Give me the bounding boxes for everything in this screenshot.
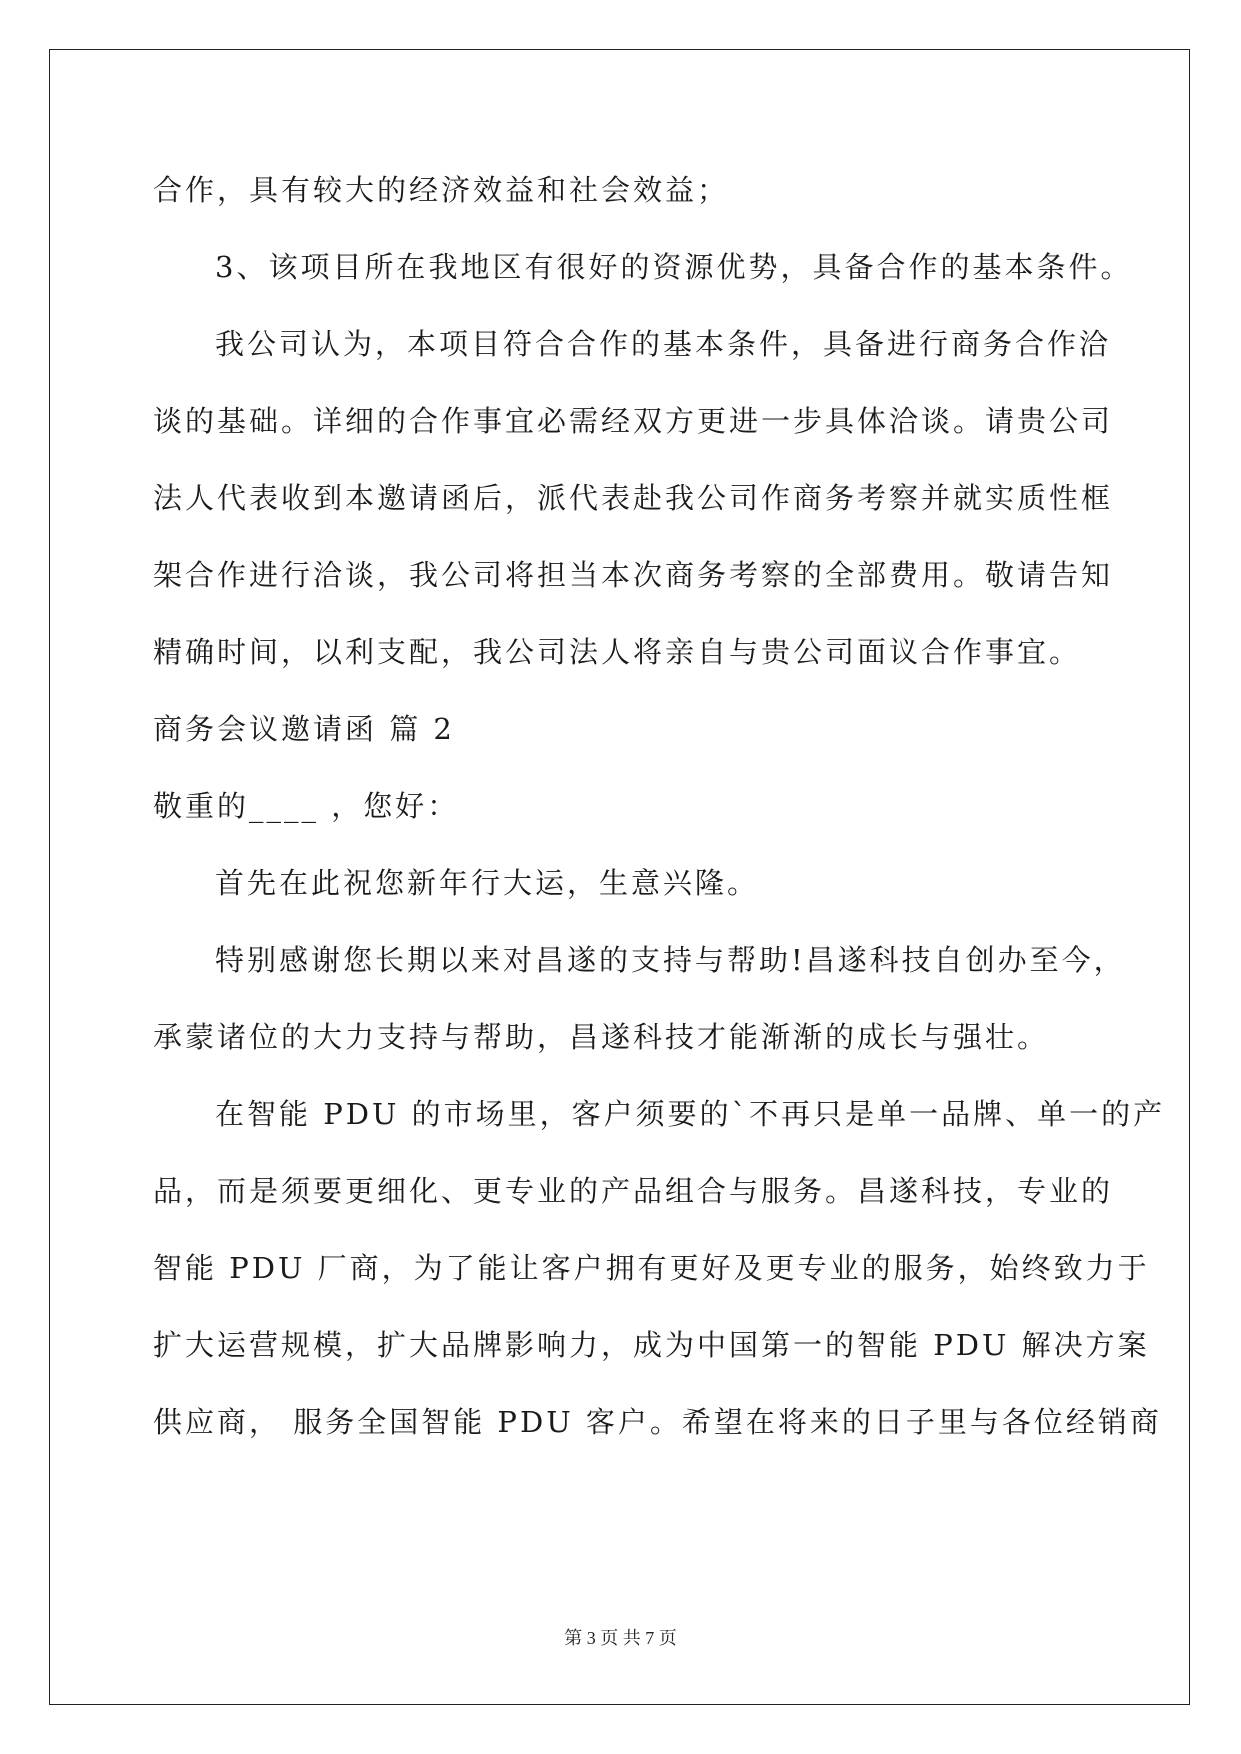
text-line-1: 合作，具有较大的经济效益和社会效益；	[153, 173, 730, 207]
text-line-3: 我公司认为，本项目符合合作的基本条件，具备进行商务合作洽	[215, 327, 1112, 361]
salutation: 敬重的____ ，您好：	[153, 789, 460, 823]
text-line-12: 承蒙诸位的大力支持与帮助，昌遂科技才能渐渐的成长与强壮。	[153, 1020, 1050, 1054]
text-line-10: 首先在此祝您新年行大运，生意兴隆。	[215, 866, 760, 900]
text-line-11: 特别感谢您长期以来对昌遂的支持与帮助!昌遂科技自创办至今，	[215, 943, 1126, 977]
text-line-14: 品，而是须要更细化、更专业的产品组合与服务。昌遂科技，专业的	[153, 1174, 1114, 1208]
text-line-7: 精确时间，以利支配，我公司法人将亲自与贵公司面议合作事宜。	[153, 635, 1082, 669]
text-line-17: 供应商， 服务全国智能 PDU 客户。希望在将来的日子里与各位经销商	[153, 1405, 1162, 1439]
page-number-footer: 第 3 页 共 7 页	[564, 1628, 677, 1648]
section-heading: 商务会议邀请函 篇 2	[153, 712, 455, 746]
text-line-5: 法人代表收到本邀请函后，派代表赴我公司作商务考察并就实质性框	[153, 481, 1114, 515]
text-line-6: 架合作进行洽谈，我公司将担当本次商务考察的全部费用。敬请告知	[153, 558, 1114, 592]
text-line-15: 智能 PDU 厂商，为了能让客户拥有更好及更专业的服务，始终致力于	[153, 1251, 1150, 1285]
text-line-2: 3、该项目所在我地区有很好的资源优势，具备合作的基本条件。	[215, 250, 1133, 284]
text-line-16: 扩大运营规模，扩大品牌影响力，成为中国第一的智能 PDU 解决方案	[153, 1328, 1150, 1362]
text-line-4: 谈的基础。详细的合作事宜必需经双方更进一步具体洽谈。请贵公司	[153, 404, 1114, 438]
text-line-13: 在智能 PDU 的市场里，客户须要的`不再只是单一品牌、单一的产	[215, 1097, 1166, 1131]
